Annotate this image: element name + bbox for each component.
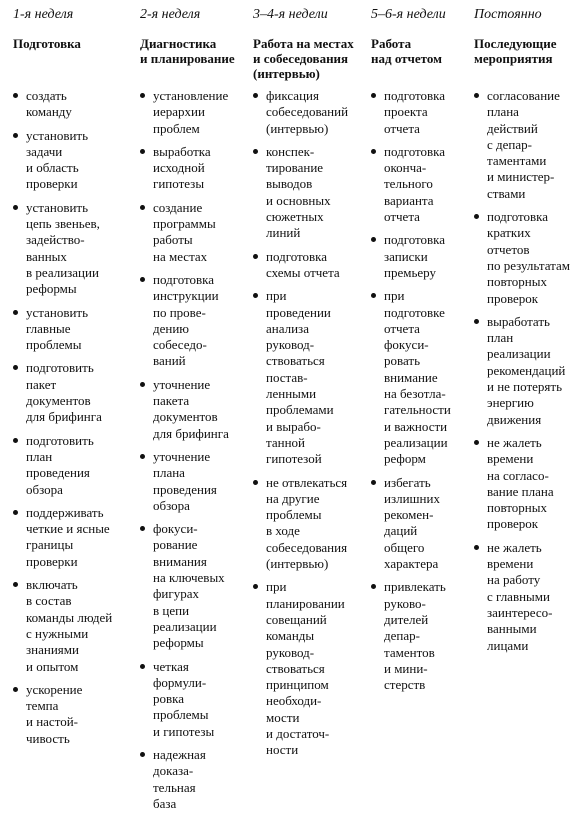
column-period: 2-я неделя <box>140 7 201 22</box>
list-item <box>140 521 242 651</box>
column-ongoing <box>474 6 586 661</box>
bullet-icon <box>13 310 18 315</box>
list-item <box>253 249 361 282</box>
bullet-icon <box>13 93 18 98</box>
list-item <box>371 232 465 281</box>
list-item <box>140 449 242 514</box>
list-item <box>140 272 242 370</box>
list-item <box>474 88 586 202</box>
list-item-text: подготовка оконча- тельного варианта отчета <box>384 143 446 225</box>
column-weeks-5-6 <box>371 6 465 700</box>
list-item <box>140 144 242 193</box>
list-item-text: подготовить пакет документов для брифинга <box>26 360 102 425</box>
column-period: Постоянно <box>474 7 542 22</box>
list-item-text: четкая формули- ровка проблемы и гипотезы <box>153 658 215 739</box>
list-item-text: поддерживать четкие и ясные границы проверки <box>26 504 110 569</box>
list-item <box>13 200 131 298</box>
list-item <box>13 505 131 570</box>
column-stage-title: Подготовка <box>13 36 81 51</box>
list-item-text: создать команду <box>26 88 72 120</box>
list-item-text: создание программы работы на местах <box>153 199 216 264</box>
list-item-text: уточнение плана проведения обзора <box>153 448 217 513</box>
item-list <box>371 88 465 693</box>
list-item <box>13 305 131 354</box>
item-list <box>253 88 361 759</box>
bullet-icon <box>371 293 376 298</box>
bullet-icon <box>474 319 479 324</box>
list-item-text: фиксация собеседований (интервью) <box>266 88 349 136</box>
bullet-icon <box>253 254 258 259</box>
list-item-text: выработать план реализации рекомендаций и не потерять энергию движения <box>487 313 566 427</box>
list-item-text: не отвлекаться на другие проблемы в ходе собеседования (интервью) <box>266 474 348 572</box>
list-item-text: установить главные проблемы <box>26 304 89 353</box>
list-item-text: выработка исходной гипотезы <box>153 143 211 192</box>
bullet-icon <box>371 149 376 154</box>
list-item-text: надежная доказа- тельная база <box>153 746 206 811</box>
bullet-icon <box>140 382 145 387</box>
list-item <box>140 88 242 137</box>
list-item <box>13 128 131 193</box>
list-item-text: установить цепь звеньев, задейство- ванных в реализации реформы <box>26 199 100 297</box>
list-item-text: привлекать руково- дителей депар- таментов и мини- стерств <box>384 579 446 693</box>
list-item <box>140 747 242 812</box>
column-stage-title: Последующие мероприятия <box>474 36 557 66</box>
list-item <box>140 659 242 740</box>
list-item <box>13 433 131 498</box>
list-item <box>371 288 465 467</box>
bullet-icon <box>474 440 479 445</box>
list-item <box>253 144 361 242</box>
bullet-icon <box>474 93 479 98</box>
column-period: 5–6-я недели <box>371 7 446 22</box>
bullet-icon <box>140 752 145 757</box>
item-list <box>140 88 242 812</box>
bullet-icon <box>474 545 479 550</box>
list-item-text: не жалеть времени на согласо- вание плана повторных проверок <box>487 434 554 532</box>
list-item <box>253 288 361 467</box>
list-item-text: при проведении анализа руковод- ствоваться постав- ленными проблемами и вырабо- танной гипотезой <box>266 288 334 467</box>
bullet-icon <box>371 584 376 589</box>
bullet-icon <box>140 205 145 210</box>
list-item <box>474 209 586 307</box>
list-item-text: избегать излишних рекомен- даций общего характера <box>384 474 440 572</box>
bullet-icon <box>140 149 145 154</box>
list-item <box>371 475 465 573</box>
bullet-icon <box>140 526 145 531</box>
list-item <box>253 88 361 137</box>
bullet-icon <box>13 582 18 587</box>
list-item <box>474 540 586 654</box>
column-stage-title: Работа на местах и собеседования (интервью) <box>253 36 354 81</box>
list-item-text: уточнение пакета документов для брифинга <box>153 376 229 441</box>
list-item-text: включать в состав команды людей с нужными знаниями и опытом <box>26 577 113 674</box>
item-list <box>474 88 586 654</box>
column-stage-title: Работа над отчетом <box>371 36 442 66</box>
bullet-icon <box>140 93 145 98</box>
bullet-icon <box>474 214 479 219</box>
bullet-icon <box>253 149 258 154</box>
column-period: 1-я неделя <box>13 7 74 22</box>
bullet-icon <box>13 438 18 443</box>
bullet-icon <box>140 454 145 459</box>
bullet-icon <box>140 664 145 669</box>
list-item <box>13 360 131 425</box>
list-item <box>13 88 131 121</box>
list-item-text: конспек- тирование выводов и основных сюжетных линий <box>266 143 331 241</box>
column-weeks-3-4 <box>253 6 361 766</box>
bullet-icon <box>371 237 376 242</box>
list-item <box>474 314 586 428</box>
bullet-icon <box>253 584 258 589</box>
list-item <box>371 88 465 137</box>
list-item-text: подготовка схемы отчета <box>266 248 340 280</box>
bullet-icon <box>140 277 145 282</box>
list-item <box>371 579 465 693</box>
bullet-icon <box>13 205 18 210</box>
list-item-text: подготовка записки премьеру <box>384 232 446 280</box>
bullet-icon <box>13 133 18 138</box>
list-item-text: подготовка кратких отчетов по результатам повторных проверок <box>487 209 570 306</box>
list-item <box>253 579 361 758</box>
bullet-icon <box>13 365 18 370</box>
bullet-icon <box>253 93 258 98</box>
list-item <box>474 435 586 533</box>
list-item <box>253 475 361 573</box>
bullet-icon <box>253 293 258 298</box>
list-item <box>140 200 242 265</box>
list-item <box>140 377 242 442</box>
item-list <box>13 88 131 747</box>
column-week-1 <box>13 6 131 754</box>
list-item-text: установление иерархии проблем <box>153 88 229 136</box>
list-item-text: установить задачи и область проверки <box>26 127 89 192</box>
list-item-text: не жалеть времени на работу с главными заинтересо- ванными лицами <box>487 539 553 653</box>
list-item <box>371 144 465 225</box>
list-item-text: подготовка инструкции по прове- дению собеседо- ваний <box>153 271 219 369</box>
bullet-icon <box>371 480 376 485</box>
column-stage-title: Диагностика и планирование <box>140 36 235 66</box>
column-period: 3–4-я недели <box>253 7 328 22</box>
list-item-text: подготовка проекта отчета <box>384 88 446 136</box>
column-week-2 <box>140 6 242 819</box>
list-item-text: фокуси- рование внимания на ключевых фигурах в цепи реализации реформы <box>153 521 225 651</box>
list-item-text: при подготовке отчета фокуси- ровать внимание на безотла- гательности и важности реализации реформ <box>384 288 451 467</box>
list-item-text: согласование плана действий с депар- таментами и министер- ствами <box>487 88 560 201</box>
list-item <box>13 577 131 675</box>
list-item-text: подготовить план проведения обзора <box>26 432 94 497</box>
bullet-icon <box>13 687 18 692</box>
list-item <box>13 682 131 747</box>
bullet-icon <box>253 480 258 485</box>
list-item-text: ускорение темпа и настой- чивость <box>26 681 83 746</box>
list-item-text: при планировании совещаний команды руковод- ствоваться принципом необходи- мости и достаточ- ности <box>266 579 345 758</box>
bullet-icon <box>13 510 18 515</box>
bullet-icon <box>371 93 376 98</box>
